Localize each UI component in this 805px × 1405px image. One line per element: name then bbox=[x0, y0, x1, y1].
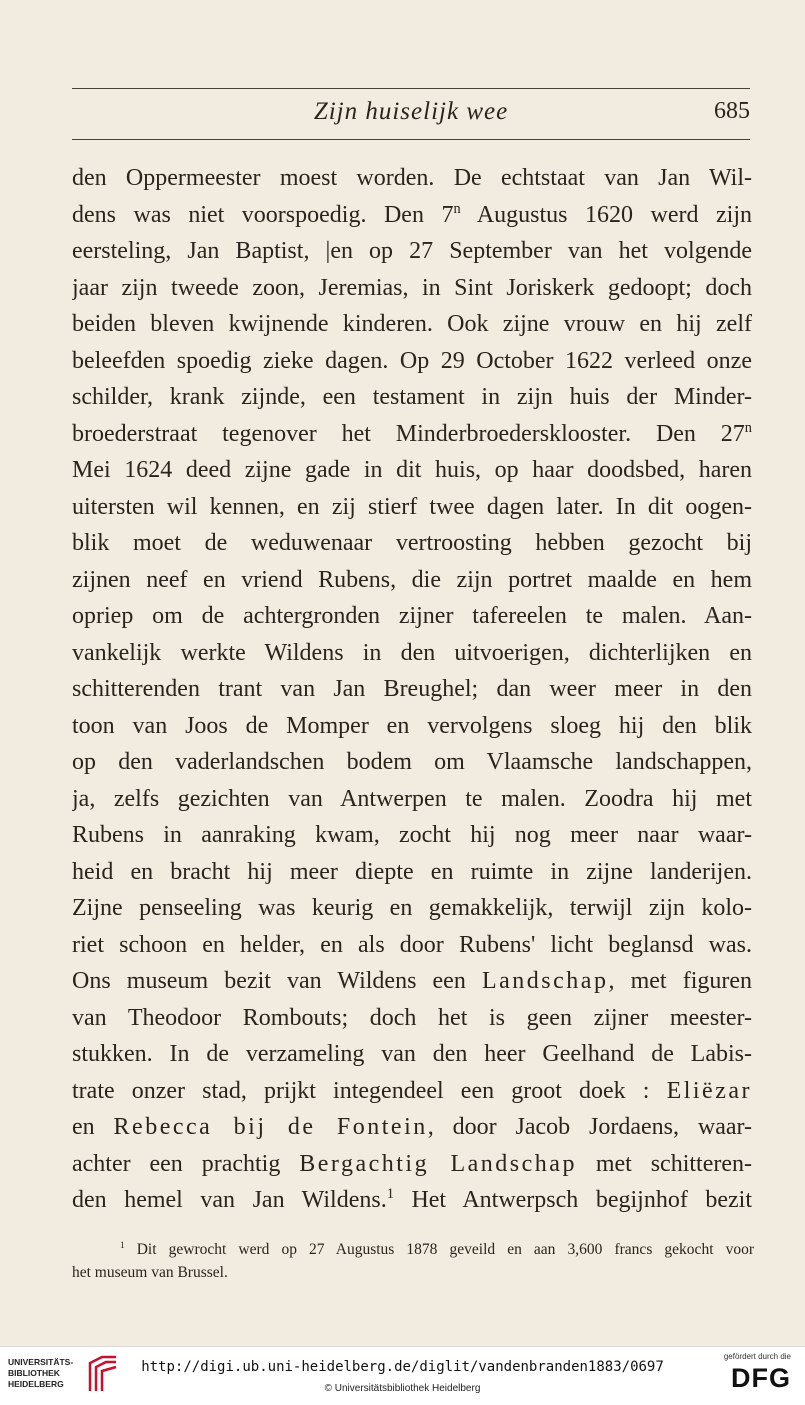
text-line: van Theodoor Rombouts; doch het is geen zijner meester- bbox=[72, 1004, 752, 1031]
text-line bbox=[72, 1182, 752, 1219]
text-line: opriep om de achtergronden zijner tafereelen te malen. Aan- bbox=[72, 603, 752, 629]
text-line: Rubens in aanraking kwam, zocht hij nog meer naar waar- bbox=[72, 822, 752, 848]
text-segment: met schitteren- bbox=[576, 1150, 752, 1177]
institution-line: BIBLIOTHEK bbox=[8, 1368, 60, 1378]
text-segment: Het Antwerpsch begijnhof bezit bbox=[393, 1187, 752, 1213]
superscript: n bbox=[744, 419, 752, 436]
header-rule-top bbox=[72, 88, 750, 89]
text-line: zijnen neef en vriend Rubens, die zijn portret maalde en hem bbox=[72, 566, 752, 593]
spaced-title: Eliëzar bbox=[666, 1077, 752, 1104]
text-line: jaar zijn tweede zoon, Jeremias, in Sint Joriskerk gedoopt; doch bbox=[72, 274, 752, 301]
text-line bbox=[72, 1073, 752, 1110]
text-segment: , door Jacob Jordaens, waar- bbox=[427, 1114, 752, 1140]
institution-line: UNIVERSITÄTS- bbox=[8, 1357, 74, 1367]
footnote-line bbox=[72, 1238, 754, 1261]
running-head bbox=[72, 94, 750, 134]
spaced-title: Bergachtig Landschap bbox=[299, 1150, 577, 1177]
permalink-url[interactable]: http://digi.ub.uni-heidelberg.de/diglit/vandenbranden1883/0697 bbox=[141, 1359, 664, 1375]
text-line: schilder, krank zijnde, een testament in zijn huis der Minder- bbox=[72, 384, 752, 410]
copyright-notice: © Universitätsbibliothek Heidelberg bbox=[324, 1383, 481, 1394]
text-segment: en bbox=[72, 1114, 95, 1140]
header-rule-bottom bbox=[72, 139, 750, 140]
text-line: beiden bleven kwijnende kinderen. Ook zijne vrouw en hij zelf bbox=[72, 311, 752, 337]
dfg-logo[interactable]: DFG bbox=[731, 1363, 791, 1393]
text-line: ja, zelfs gezichten van Antwerpen te malen. Zoodra hij met bbox=[72, 785, 752, 812]
text-segment: den hemel van Jan Wildens. bbox=[72, 1187, 387, 1213]
text-line: stukken. In de verzameling van den heer Geelhand de Labis- bbox=[72, 1041, 752, 1067]
text-segment: Augustus 1620 werd zijn bbox=[460, 201, 752, 228]
text-line bbox=[72, 963, 752, 1000]
text-line: riet schoon en helder, en als door Rubens' licht beglansd was. bbox=[72, 931, 752, 958]
running-title: Zijn huiselijk wee bbox=[313, 98, 509, 125]
text-line: Zijne penseeling was keurig en gemakkelijk, terwijl zijn kolo- bbox=[72, 895, 752, 921]
text-segment: Ons museum bezit van Wildens een bbox=[72, 968, 466, 994]
text-segment: achter een prachtig bbox=[72, 1150, 281, 1177]
footnote-marker: 1 bbox=[120, 1240, 125, 1251]
text-line bbox=[72, 1146, 752, 1183]
text-line: op den vaderlandschen bodem om Vlaamsche landschappen, bbox=[72, 749, 752, 775]
digitization-footer bbox=[0, 1346, 805, 1405]
text-line: heid en bracht hij meer diepte en ruimte in zijne landerijen. bbox=[72, 858, 752, 885]
text-line: vankelijk werkte Wildens in den uitvoerigen, dichterlijken en bbox=[72, 639, 752, 666]
superscript: n bbox=[453, 200, 461, 217]
footnote-line: het museum van Brussel. bbox=[72, 1264, 228, 1281]
text-line: beleefden spoedig zieke dagen. Op 29 October 1622 verleed onze bbox=[72, 347, 752, 374]
text-segment: , met figuren bbox=[608, 968, 752, 994]
text-line bbox=[72, 416, 752, 453]
text-line: schitterenden trant van Jan Breughel; dan weer meer in den bbox=[72, 676, 752, 702]
institution-line: HEIDELBERG bbox=[8, 1379, 64, 1389]
text-line: blik moet de weduwenaar vertroosting hebben gezocht bij bbox=[72, 530, 752, 556]
text-line: Mei 1624 deed zijne gade in dit huis, op haar doodsbed, haren bbox=[72, 457, 752, 483]
spaced-title: Landschap bbox=[481, 968, 609, 994]
text-line bbox=[72, 1109, 752, 1146]
text-segment: dens was niet voorspoedig. Den 7 bbox=[72, 201, 454, 228]
text-line: den Oppermeester moest worden. De echtstaat van Jan Wil- bbox=[72, 165, 752, 191]
text-line: uitersten wil kennen, en zij stierf twee dagen later. In dit oogen- bbox=[72, 493, 752, 520]
text-segment: broederstraat tegenover het Minderbroedersklooster. Den 27 bbox=[72, 420, 745, 447]
text-line bbox=[72, 197, 752, 234]
text-segment: Dit gewrocht werd op 27 Augustus 1878 geveild en aan 3,600 francs gekocht voor bbox=[124, 1241, 754, 1258]
page-number: 685 bbox=[714, 98, 750, 124]
spaced-title: Rebecca bij de Fontein bbox=[113, 1114, 428, 1140]
footnote bbox=[72, 1238, 754, 1284]
footnote-reference[interactable]: 1 bbox=[386, 1186, 394, 1202]
text-line: toon van Joos de Momper en vervolgens sloeg hij den blik bbox=[72, 712, 752, 739]
text-line: eersteling, Jan Baptist, |en op 27 September van het volgende bbox=[72, 238, 752, 264]
funded-by-label: gefördert durch die bbox=[723, 1352, 791, 1361]
body-text bbox=[72, 160, 752, 1219]
text-segment: trate onzer stad, prijkt integendeel een groot doek : bbox=[72, 1077, 650, 1104]
